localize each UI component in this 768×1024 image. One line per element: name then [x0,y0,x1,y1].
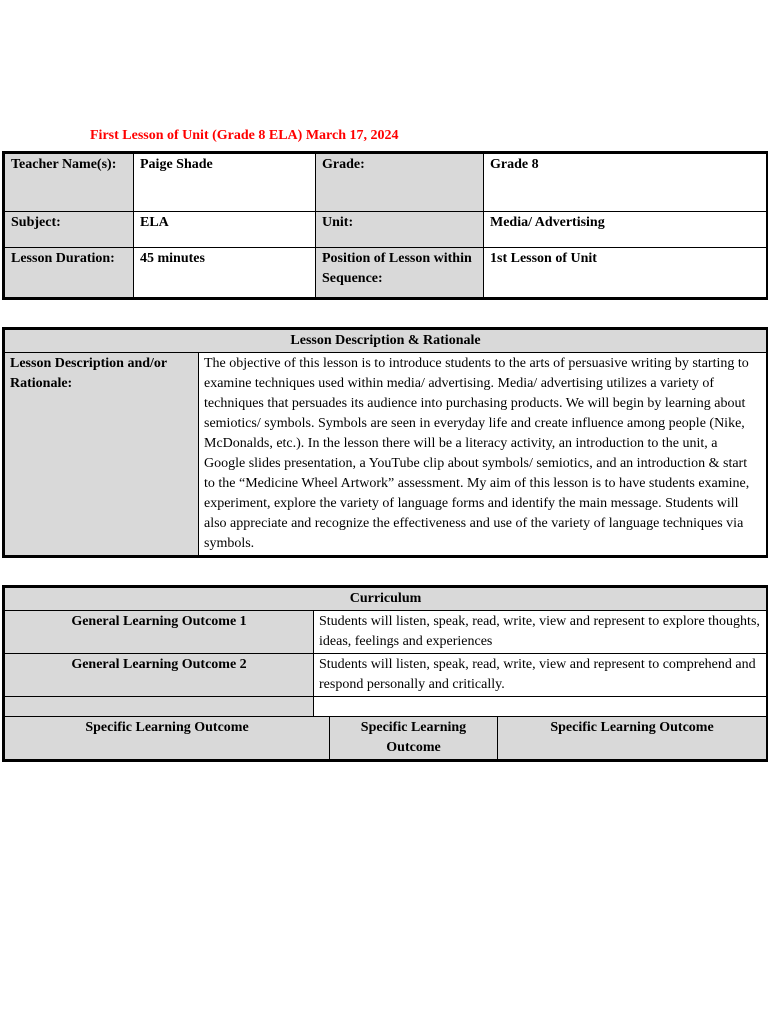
teacher-value: Paige Shade [134,153,316,212]
duration-label: Lesson Duration: [4,248,134,299]
document-title: First Lesson of Unit (Grade 8 ELA) March 17, 2024 [90,128,399,143]
subject-label: Subject: [4,212,134,248]
teacher-label: Teacher Name(s): [4,153,134,212]
slo-header-2: Specific Learning Outcome [330,717,498,761]
glo1-text: Students will listen, speak, read, write, view and represent to explore thoughts, ideas, feelings and experiences [314,611,768,654]
lesson-description-table [2,327,768,558]
glo2-label: General Learning Outcome 2 [4,654,314,697]
lesson-info-table [2,151,768,300]
description-text: The objective of this lesson is to introduce students to the arts of persuasive writing by starting to examine techniques used within media/ advertising. Media/ advertising utilizes a variety of techniques that persuades its audience into purchasing products. We will begin by learning about semiotics/ symbols. Symbols are seen in everyday life and create influence among people (Nike, McDonalds, etc.). In the lesson there will be a literacy activity, an introduction to the unit, a Google slides presentation, a YouTube clip about symbols/ semiotics, and an introduction & start to the “Medicine Wheel Artwork” assessment. My aim of this lesson is to have students examine, experiment, explore the variety of language forms and identify the main message. Students will also appreciate and recognize the effectiveness and use of the variety of language techniques via symbols. [199,353,768,557]
unit-value: Media/ Advertising [484,212,768,248]
blank-cell-left [4,697,314,718]
position-label: Position of Lesson within Sequence: [316,248,484,299]
grade-label: Grade: [316,153,484,212]
blank-cell-right [314,697,768,718]
duration-value: 45 minutes [134,248,316,299]
subject-value: ELA [134,212,316,248]
description-label: Lesson Description and/or Rationale: [4,353,199,557]
slo-header-1: Specific Learning Outcome [4,717,330,761]
position-value: 1st Lesson of Unit [484,248,768,299]
curriculum-header: Curriculum [4,587,768,611]
grade-value: Grade 8 [484,153,768,212]
unit-label: Unit: [316,212,484,248]
glo2-text: Students will listen, speak, read, write, view and represent to comprehend and respond personally and critically. [314,654,768,697]
description-header: Lesson Description & Rationale [4,329,768,353]
curriculum-table [2,585,768,718]
specific-outcomes-table [2,716,768,762]
glo1-label: General Learning Outcome 1 [4,611,314,654]
slo-header-3: Specific Learning Outcome [498,717,768,761]
